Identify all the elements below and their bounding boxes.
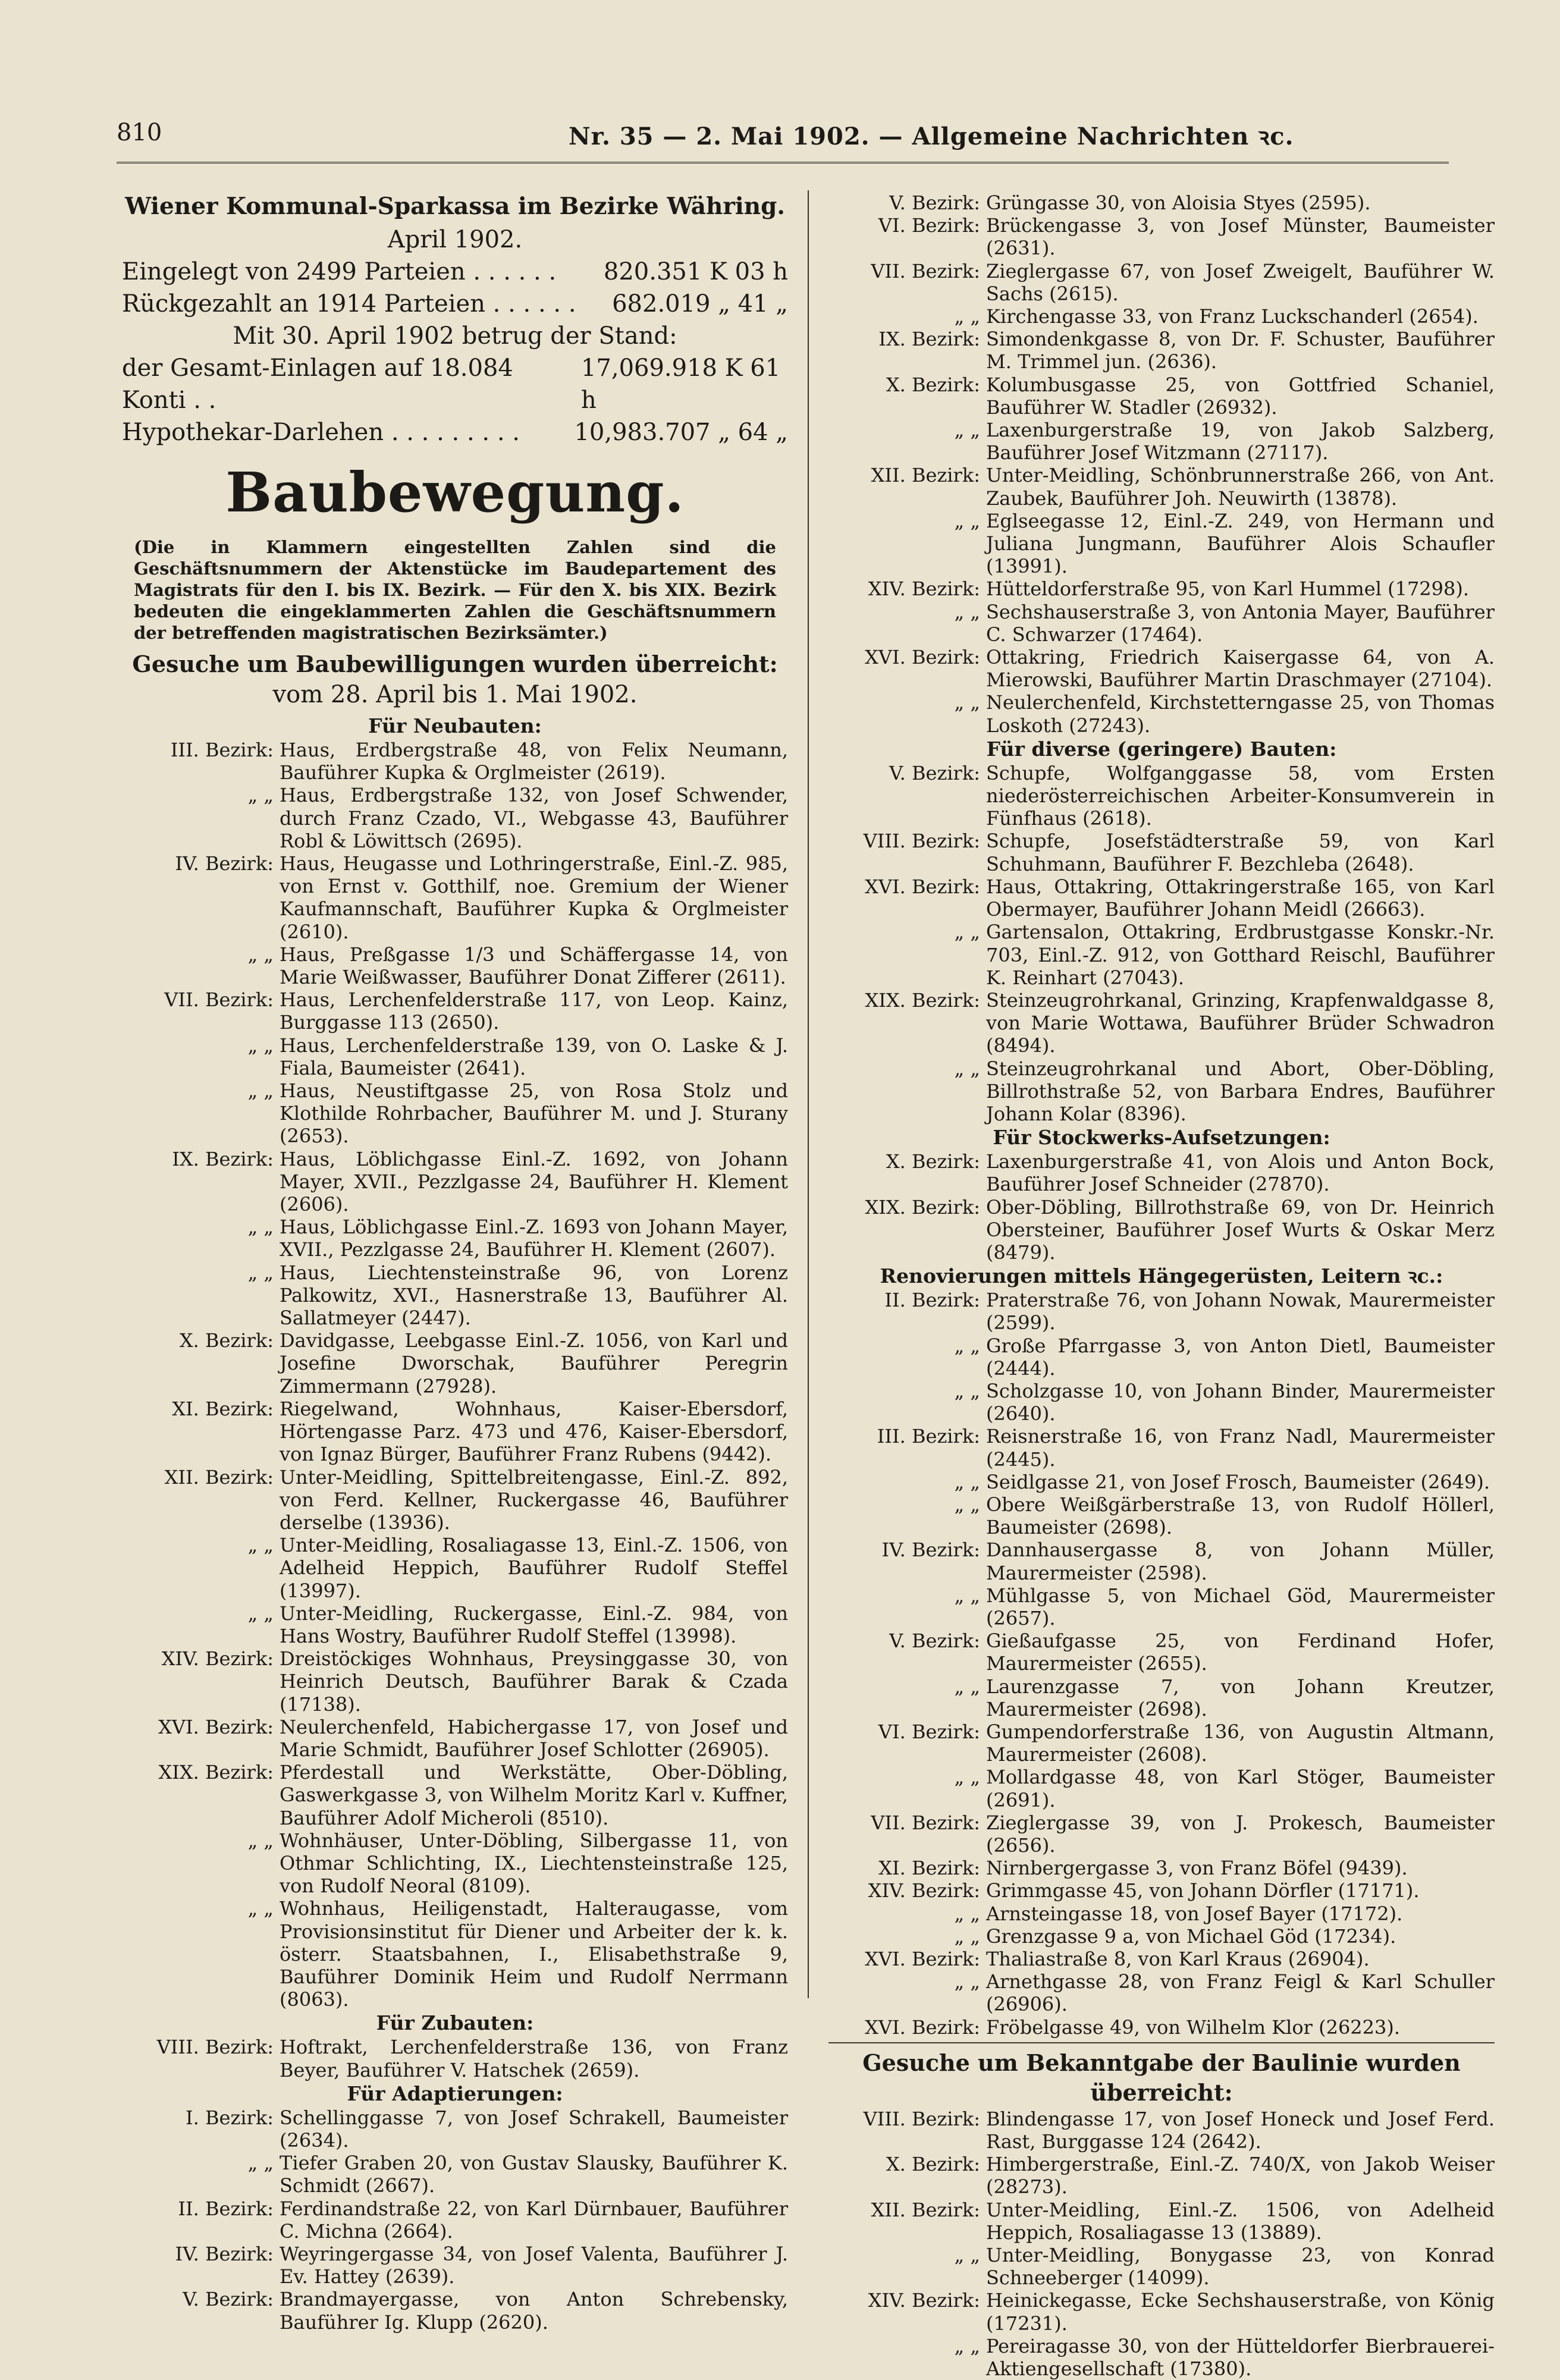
entry-text: Hütteldorferstraße 95, von Karl Hummel (17298). [986, 577, 1470, 601]
entry-text: Arnethgasse 28, von Franz Feigl & Karl Schuller (26906). [986, 1970, 1495, 2016]
baulinie-entries [828, 2108, 1495, 2380]
entry-text: Pereiragasse 30, von der Hütteldorfer Bierbrauerei-Aktiengesellschaft (17380). [986, 2334, 1495, 2380]
list-item [828, 1538, 1495, 1584]
list-item [828, 260, 1495, 305]
list-item [122, 2036, 788, 2081]
district-label: XIV. Bezirk: [868, 577, 980, 601]
district-label: IX. Bezirk: [172, 1147, 274, 1170]
list-item [122, 943, 788, 988]
running-title: Nr. 35 — 2. Mai 1902. — Allgemeine Nachrichten ꝛc. [569, 123, 1294, 150]
district-label: XII. Bezirk: [871, 464, 980, 487]
district-label: X. Bezirk: [886, 2153, 980, 2176]
intro-note: (Die in Klammern eingestellten Zahlen sind die Geschäftsnummern der Aktenstücke im Baudepartement des Magistrats für den I. bis IX. Bezirk. — Für den X. bis XIX. Bezirk bedeuten die eingeklammerten Zahlen die Geschäftsnummern der betreffenden magistratischen Bezirksämter.) [134, 537, 776, 643]
district-label: „ „ [954, 2244, 980, 2267]
list-item [122, 784, 788, 852]
right-lead-entries [828, 191, 1495, 737]
section-rule [828, 2042, 1495, 2043]
sparkasse-value: 682.019 „ 41 „ [612, 290, 788, 318]
entry-text: Obere Weißgärberstraße 13, von Rudolf Höllerl, Baumeister (2698). [986, 1493, 1495, 1539]
entry-text: Steinzeugrohrkanal und Abort, Ober-Döbling, Billrothstraße 52, von Barbara Endres, Bauführer Johann Kolar (8396). [986, 1057, 1495, 1125]
list-item [122, 1148, 788, 1216]
list-item [828, 1335, 1495, 1380]
district-label: „ „ [247, 1261, 274, 1284]
list-item [828, 1720, 1495, 1766]
list-item [828, 2244, 1495, 2289]
entry-text: Haus, Lerchenfelderstraße 139, von O. Laske & J. Fiala, Baumeister (2641). [280, 1034, 788, 1079]
entry-text: Haus, Ottakring, Ottakringerstraße 165, von Karl Obermayer, Bauführer Johann Meidl (26663). [986, 875, 1495, 921]
list-item [828, 762, 1495, 830]
district-label: IX. Bezirk: [878, 328, 980, 351]
sparkasse-value: 10,983.707 „ 64 „ [574, 419, 788, 446]
entry-text: Haus, Erdbergstraße 48, von Felix Neumann, Bauführer Kupka & Orglmeister (2619). [280, 739, 788, 784]
entry-text: Eglseegasse 12, Einl.-Z. 249, von Hermann und Juliana Jungmann, Bauführer Alois Schaufler (13991). [986, 509, 1495, 578]
list-item [828, 646, 1495, 691]
list-item [828, 2016, 1495, 2039]
entry-text: Gießaufgasse 25, von Ferdinand Hofer, Maurermeister (2655). [986, 1629, 1495, 1675]
left-column [122, 191, 788, 2334]
list-item [828, 1629, 1495, 1675]
sparkasse-title: Wiener Kommunal-Sparkassa im Bezirke Währing. [125, 193, 785, 220]
district-label: XIV. Bezirk: [868, 1879, 980, 1902]
district-label: VIII. Bezirk: [863, 2107, 980, 2130]
district-label: „ „ [954, 419, 980, 442]
district-label: XVI. Bezirk: [865, 875, 980, 898]
district-label: I. Bezirk: [186, 2106, 274, 2129]
district-label: „ „ [954, 2334, 980, 2357]
list-item [828, 1150, 1495, 1195]
list-item [122, 2197, 788, 2243]
sparkasse-month: April 1902. [387, 226, 523, 253]
list-item [122, 1534, 788, 1602]
list-item [828, 989, 1495, 1057]
entry-text: Unter-Meidling, Ruckergasse, Einl.-Z. 984, von Hans Wostry, Bauführer Rudolf Steffel (13998). [280, 1602, 788, 1647]
list-item [828, 1425, 1495, 1470]
sparkasse-row [122, 352, 788, 416]
district-label: „ „ [247, 1829, 274, 1852]
district-label: IV. Bezirk: [175, 2243, 274, 2265]
column-divider [808, 190, 809, 1998]
district-label: „ „ [954, 1379, 980, 1402]
district-label: VI. Bezirk: [878, 1720, 980, 1743]
list-item [828, 601, 1495, 646]
district-label: XIX. Bezirk: [158, 1761, 274, 1784]
sparkasse-value: 820.351 K 03 h [603, 258, 788, 285]
list-item [122, 1261, 788, 1330]
entry-text: Brückengasse 3, von Josef Münster, Baumeister (2631). [986, 214, 1495, 260]
entry-text: Haus, Heugasse und Lothringerstraße, Einl.-Z. 985, von Ernst v. Gotthilf, noe. Gremium der Wiener Kaufmannschaft, Bauführer Kupka & Orglmeister (2610). [280, 852, 788, 943]
list-item [828, 2108, 1495, 2153]
entry-text: Laxenburgerstraße 41, von Alois und Anton Bock, Bauführer Josef Schneider (27870). [986, 1150, 1495, 1196]
district-label: „ „ [954, 1493, 980, 1516]
entry-text: Unter-Meidling, Einl.-Z. 1506, von Adelheid Heppich, Rosaliagasse 13 (13889). [986, 2198, 1495, 2244]
left-groups [122, 714, 788, 2334]
list-item [828, 691, 1495, 736]
sparkasse-block [122, 191, 788, 448]
list-item [828, 373, 1495, 419]
entry-text: Ober-Döbling, Billrothstraße 69, von Dr. Heinrich Obersteiner, Bauführer Josef Wurts & Oskar Merz (8479). [986, 1195, 1495, 1264]
sparkasse-label: Hypothekar-Darlehen . . . . . . . . . [122, 419, 520, 446]
entry-text: Unter-Meidling, Bonygasse 23, von Konrad Schneeberger (14099). [986, 2244, 1495, 2290]
entry-text: Davidgasse, Leebgasse Einl.-Z. 1056, von Karl und Josefine Dworschak, Bauführer Peregrin Zimmermann (27928). [280, 1329, 788, 1398]
entry-text: Haus, Löblichgasse Einl.-Z. 1692, von Johann Mayer, XVII., Pezzlgasse 24, Bauführer H. Klement (2606). [280, 1147, 788, 1216]
entry-text: Fröbelgasse 49, von Wilhelm Klor (26223). [986, 2015, 1401, 2039]
entry-text: Arnsteingasse 18, von Josef Bayer (17172). [986, 1902, 1403, 1925]
list-item [828, 921, 1495, 989]
district-label: VII. Bezirk: [164, 988, 274, 1012]
entry-text: Zieglergasse 39, von J. Prokesch, Baumeister (2656). [986, 1811, 1495, 1857]
list-item [828, 1970, 1495, 2015]
district-label: „ „ [954, 1766, 980, 1789]
list-item [122, 852, 788, 943]
district-label: III. Bezirk: [170, 739, 274, 761]
entry-text: Heinickegasse, Ecke Sechshauserstraße, von König (17231). [986, 2289, 1495, 2335]
district-label: „ „ [954, 1902, 980, 1925]
district-label: XIV. Bezirk: [868, 2289, 980, 2312]
list-item [828, 2335, 1495, 2380]
entry-text: Schupfe, Wolfganggasse 58, vom Ersten niederösterreichischen Arbeiter-Konsumverein in Fünfhaus (2618). [986, 761, 1495, 830]
district-label: V. Bezirk: [889, 191, 980, 214]
entry-text: Grenzgasse 9 a, von Michael Göd (17234). [986, 1924, 1396, 1948]
list-item [122, 1216, 788, 1261]
group-heading: Renovierungen mittels Hängegerüsten, Leitern ꝛc.: [880, 1264, 1443, 1288]
list-item [828, 1811, 1495, 1857]
district-label: „ „ [247, 2152, 274, 2175]
page-number: 810 [117, 119, 162, 146]
district-label: IV. Bezirk: [175, 852, 274, 875]
list-item [828, 1471, 1495, 1493]
district-label: „ „ [247, 1079, 274, 1103]
list-item [122, 2106, 788, 2152]
district-label: X. Bezirk: [886, 1150, 980, 1173]
district-label: VIII. Bezirk: [156, 2036, 274, 2059]
entry-text: Haus, Preßgasse 1/3 und Schäffergasse 14, von Marie Weißwasser, Bauführer Donat Zifferer (2611). [280, 943, 788, 989]
district-label: „ „ [954, 1334, 980, 1357]
list-item [828, 875, 1495, 921]
entry-text: Brandmayergasse, von Anton Schrebensky, Bauführer Ig. Klupp (2620). [280, 2288, 788, 2334]
district-label: XII. Bezirk: [164, 1465, 274, 1489]
list-item [828, 510, 1495, 578]
entry-text: Riegelwand, Wohnhaus, Kaiser-Ebersdorf, Hörtengasse Parz. 473 und 476, Kaiser-Ebersdorf, von Ignaz Bürger, Bauführer Franz Rubens (9442). [280, 1397, 788, 1466]
entry-text: Thaliastraße 8, von Karl Kraus (26904). [986, 1948, 1370, 1971]
district-label: IV. Bezirk: [881, 1538, 980, 1562]
district-label: „ „ [954, 1057, 980, 1080]
right-groups [828, 737, 1495, 2039]
entry-text: Neulerchenfeld, Kirchstetterngasse 25, von Thomas Loskoth (27243). [986, 691, 1495, 737]
district-label: „ „ [247, 1534, 274, 1557]
list-item [828, 1196, 1495, 1264]
list-item [828, 191, 1495, 214]
list-item [122, 1466, 788, 1534]
list-item [122, 739, 788, 784]
list-item [828, 2153, 1495, 2198]
list-item [828, 1948, 1495, 1970]
district-label: XIX. Bezirk: [865, 1195, 980, 1219]
entry-text: Haus, Neustiftgasse 25, von Rosa Stolz und Klothilde Rohrbacher, Bauführer M. und J. Sturany (2653). [280, 1079, 788, 1148]
district-label: VII. Bezirk: [871, 1811, 980, 1834]
entry-text: Neulerchenfeld, Habichergasse 17, von Josef und Marie Schmidt, Bauführer Josef Schlotter (26905). [280, 1715, 788, 1761]
district-label: XIV. Bezirk: [161, 1647, 274, 1671]
district-label: X. Bezirk: [179, 1329, 274, 1352]
group-heading: Für diverse (geringere) Bauten: [986, 737, 1337, 761]
entry-text: Ottakring, Friedrich Kaisergasse 64, von A. Mierowski, Bauführer Martin Draschmayer (27104). [986, 646, 1495, 692]
list-item [122, 1897, 788, 2011]
list-item [122, 1329, 788, 1398]
list-item [828, 1493, 1495, 1538]
entry-text: Kolumbusgasse 25, von Gottfried Schaniel, Bauführer W. Stadler (26932). [986, 373, 1495, 419]
list-item [122, 1034, 788, 1079]
list-item [828, 1925, 1495, 1948]
sparkasse-label: Eingelegt von 2499 Parteien . . . . . . [122, 258, 557, 285]
entry-text: Scholzgasse 10, von Johann Binder, Maurermeister (2640). [986, 1379, 1495, 1426]
district-label: „ „ [954, 691, 980, 714]
list-item [828, 2199, 1495, 2244]
list-item [828, 1902, 1495, 1925]
entry-text: Unter-Meidling, Rosaliagasse 13, Einl.-Z. 1506, von Adelheid Heppich, Bauführer Rudolf Steffel (13997). [280, 1534, 788, 1602]
district-label: XVI. Bezirk: [865, 646, 980, 669]
right-column [828, 191, 1495, 2380]
entry-text: Praterstraße 76, von Johann Nowak, Maurermeister (2599). [986, 1289, 1495, 1335]
district-label: II. Bezirk: [884, 1289, 980, 1312]
list-item [122, 1398, 788, 1466]
header-rule [117, 162, 1449, 164]
list-item [122, 2152, 788, 2197]
district-label: „ „ [247, 1034, 274, 1057]
district-label: II. Bezirk: [178, 2197, 274, 2220]
list-item [828, 1057, 1495, 1126]
entry-text: Dannhausergasse 8, von Johann Müller, Maurermeister (2598). [986, 1538, 1495, 1584]
district-label: „ „ [954, 509, 980, 532]
sparkasse-label: Rückgezahlt an 1914 Parteien . . . . . . [122, 290, 576, 318]
entry-text: Wohnhaus, Heiligenstadt, Halteraugasse, vom Provisionsinstitut für Diener und Arbeiter der k. k. österr. Staatsbahnen, I., Elisabethstraße 9, Bauführer Dominik Heim und Rudolf Nerrmann (8063). [280, 1897, 788, 2011]
sparkasse-caption: Mit 30. April 1902 betrug der Stand: [233, 322, 677, 350]
district-label: „ „ [954, 1924, 980, 1948]
entry-text: Hoftrakt, Lerchenfelderstraße 136, von Franz Beyer, Bauführer V. Hatschek (2659). [280, 2036, 788, 2081]
list-item [122, 1716, 788, 1761]
entry-text: Schellinggasse 7, von Josef Schrakell, Baumeister (2634). [280, 2106, 788, 2152]
list-item [828, 214, 1495, 259]
section-heading: Gesuche um Baubewilligungen wurden überreicht: [132, 651, 778, 677]
sparkasse-value: 17,069.918 K 61 h [580, 354, 781, 414]
district-label: XVI. Bezirk: [158, 1715, 274, 1738]
district-label: XVI. Bezirk: [865, 2015, 980, 2039]
district-label: VIII. Bezirk: [863, 830, 980, 853]
baulinie-heading: Gesuche um Bekanntgabe der Baulinie wurden überreicht: [862, 2049, 1461, 2106]
district-label: X. Bezirk: [886, 373, 980, 396]
district-label: VI. Bezirk: [878, 214, 980, 237]
entry-text: Gartensalon, Ottakring, Erdbrustgasse Konskr.-Nr. 703, Einl.-Z. 912, von Gotthard Reischl, Bauführer K. Reinhart (27043). [986, 921, 1495, 989]
entry-text: Unter-Meidling, Spittelbreitengasse, Einl.-Z. 892, von Ferd. Kellner, Ruckergasse 46, Bauführer derselbe (13936). [280, 1465, 788, 1534]
entry-text: Tiefer Graben 20, von Gustav Slausky, Bauführer K. Schmidt (2667). [280, 2152, 788, 2197]
entry-text: Ferdinandstraße 22, von Karl Dürnbauer, Bauführer C. Michna (2664). [280, 2197, 788, 2243]
entry-text: Laurenzgasse 7, von Johann Kreutzer, Maurermeister (2698). [986, 1675, 1495, 1720]
entry-text: Gumpendorferstraße 136, von Augustin Altmann, Maurermeister (2608). [986, 1720, 1495, 1766]
group-heading: Für Zubauten: [376, 2011, 534, 2035]
district-label: „ „ [247, 943, 274, 966]
district-label: „ „ [954, 1675, 980, 1698]
list-item [828, 577, 1495, 600]
entry-text: Weyringergasse 34, von Josef Valenta, Bauführer J. Ev. Hattey (2639). [280, 2243, 788, 2288]
entry-text: Wohnhäuser, Unter-Döbling, Silbergasse 11, von Othmar Schlichting, IX., Liechtensteinstraße 125, von Rudolf Neoral (8109). [280, 1829, 788, 1898]
list-item [122, 1829, 788, 1898]
sparkasse-row [122, 416, 788, 448]
district-label: V. Bezirk: [183, 2288, 274, 2311]
entry-text: Große Pfarrgasse 3, von Anton Dietl, Baumeister (2444). [986, 1334, 1495, 1380]
sparkasse-rows [122, 256, 788, 448]
date-range: vom 28. April bis 1. Mai 1902. [272, 681, 638, 708]
entry-text: Laxenburgerstraße 19, von Jakob Salzberg, Bauführer Josef Witzmann (27117). [986, 419, 1495, 464]
entry-text: Haus, Lerchenfelderstraße 117, von Leop. Kainz, Burggasse 113 (2650). [280, 988, 788, 1034]
district-label: XII. Bezirk: [871, 2198, 980, 2221]
entry-text: Kirchengasse 33, von Franz Luckschanderl (2654). [986, 305, 1479, 328]
list-item [122, 2288, 788, 2333]
list-item [828, 2289, 1495, 2334]
list-item [122, 1602, 788, 1647]
list-item [122, 1647, 788, 1716]
entry-text: Grüngasse 30, von Aloisia Styes (2595). [986, 191, 1371, 214]
entry-text: Seidlgasse 21, von Josef Frosch, Baumeister (2649). [986, 1470, 1490, 1493]
list-item [828, 419, 1495, 464]
list-item [828, 1584, 1495, 1629]
district-label: III. Bezirk: [877, 1425, 980, 1448]
entry-text: Himbergerstraße, Einl.-Z. 740/X, von Jakob Weiser (28273). [986, 2153, 1495, 2199]
entry-text: Schupfe, Josefstädterstraße 59, von Karl Schuhmann, Bauführer F. Bezchleba (2648). [986, 830, 1495, 875]
group-heading: Für Adaptierungen: [347, 2081, 563, 2105]
district-label: „ „ [954, 600, 980, 623]
sparkasse-row [122, 288, 788, 320]
district-label: V. Bezirk: [889, 1629, 980, 1653]
group-heading: Für Stockwerks-Aufsetzungen: [993, 1126, 1330, 1150]
district-label: „ „ [954, 1470, 980, 1493]
district-label: XI. Bezirk: [878, 1857, 980, 1880]
district-label: XVI. Bezirk: [865, 1948, 980, 1971]
district-label: „ „ [954, 921, 980, 944]
district-label: V. Bezirk: [889, 761, 980, 784]
entry-text: Zieglergasse 67, von Josef Zweigelt, Bauführer W. Sachs (2615). [986, 259, 1495, 305]
list-item [828, 305, 1495, 328]
list-item [122, 988, 788, 1034]
entry-text: Pferdestall und Werkstätte, Ober-Döbling, Gaswerkgasse 3, von Wilhelm Moritz Karl v. Kuffner, Bauführer Adolf Micheroli (8510). [280, 1761, 788, 1829]
district-label: „ „ [247, 1897, 274, 1920]
entry-text: Dreistöckiges Wohnhaus, Preysinggasse 30, von Heinrich Deutsch, Bauführer Barak & Czada (17138). [280, 1647, 788, 1716]
page-header [117, 119, 1449, 155]
list-item [828, 1766, 1495, 1811]
entry-text: Blindengasse 17, von Josef Honeck und Josef Ferd. Rast, Burggasse 124 (2642). [986, 2107, 1495, 2153]
entry-text: Haus, Löblichgasse Einl.-Z. 1693 von Johann Mayer, XVII., Pezzlgasse 24, Bauführer H. Klement (2607). [280, 1216, 788, 1261]
district-label: „ „ [247, 784, 274, 807]
entry-text: Reisnerstraße 16, von Franz Nadl, Maurermeister (2445). [986, 1425, 1495, 1471]
district-label: XIX. Bezirk: [865, 988, 980, 1012]
district-label: „ „ [954, 305, 980, 328]
group-heading: Für Neubauten: [368, 714, 542, 737]
entry-text: Sechshauserstraße 3, von Antonia Mayer, Bauführer C. Schwarzer (17464). [986, 600, 1495, 646]
entry-text: Mühlgasse 5, von Michael Göd, Maurermeister (2657). [986, 1584, 1495, 1629]
entry-text: Haus, Liechtensteinstraße 96, von Lorenz Palkowitz, XVI., Hasnerstraße 13, Bauführer Al. Sallatmeyer (2447). [280, 1261, 788, 1330]
entry-text: Steinzeugrohrkanal, Grinzing, Krapfenwaldgasse 8, von Marie Wottawa, Bauführer Brüder Schwadron (8494). [986, 988, 1495, 1057]
list-item [828, 1289, 1495, 1334]
main-heading: Baubewegung. [225, 460, 685, 525]
list-item [828, 328, 1495, 373]
list-item [122, 1079, 788, 1148]
entry-text: Mollardgasse 48, von Karl Stöger, Baumeister (2691). [986, 1766, 1495, 1811]
list-item [122, 2243, 788, 2288]
district-label: XI. Bezirk: [172, 1397, 274, 1420]
list-item [828, 464, 1495, 509]
sparkasse-label: der Gesamt-Einlagen auf 18.084 Konti . . [122, 354, 513, 414]
entry-text: Unter-Meidling, Schönbrunnerstraße 266, von Ant. Zaubek, Bauführer Joh. Neuwirth (13878). [986, 464, 1495, 510]
sparkasse-row [122, 256, 788, 288]
list-item [828, 1879, 1495, 1902]
entry-text: Nirnbergergasse 3, von Franz Böfel (9439). [986, 1857, 1408, 1880]
district-label: „ „ [954, 1970, 980, 1993]
list-item [828, 830, 1495, 875]
list-item [828, 1857, 1495, 1879]
list-item [828, 1675, 1495, 1720]
district-label: „ „ [247, 1216, 274, 1239]
district-label: „ „ [954, 1584, 980, 1607]
district-label: „ „ [247, 1602, 274, 1625]
list-item [828, 1380, 1495, 1425]
entry-text: Simondenkgasse 8, von Dr. F. Schuster, Bauführer M. Trimmel jun. (2636). [986, 328, 1495, 373]
entry-text: Haus, Erdbergstraße 132, von Josef Schwender, durch Franz Czado, VI., Webgasse 43, Bauführer Robl & Löwittsch (2695). [280, 784, 788, 852]
entry-text: Grimmgasse 45, von Johann Dörfler (17171). [986, 1879, 1420, 1902]
list-item [122, 1761, 788, 1829]
district-label: VII. Bezirk: [871, 259, 980, 282]
